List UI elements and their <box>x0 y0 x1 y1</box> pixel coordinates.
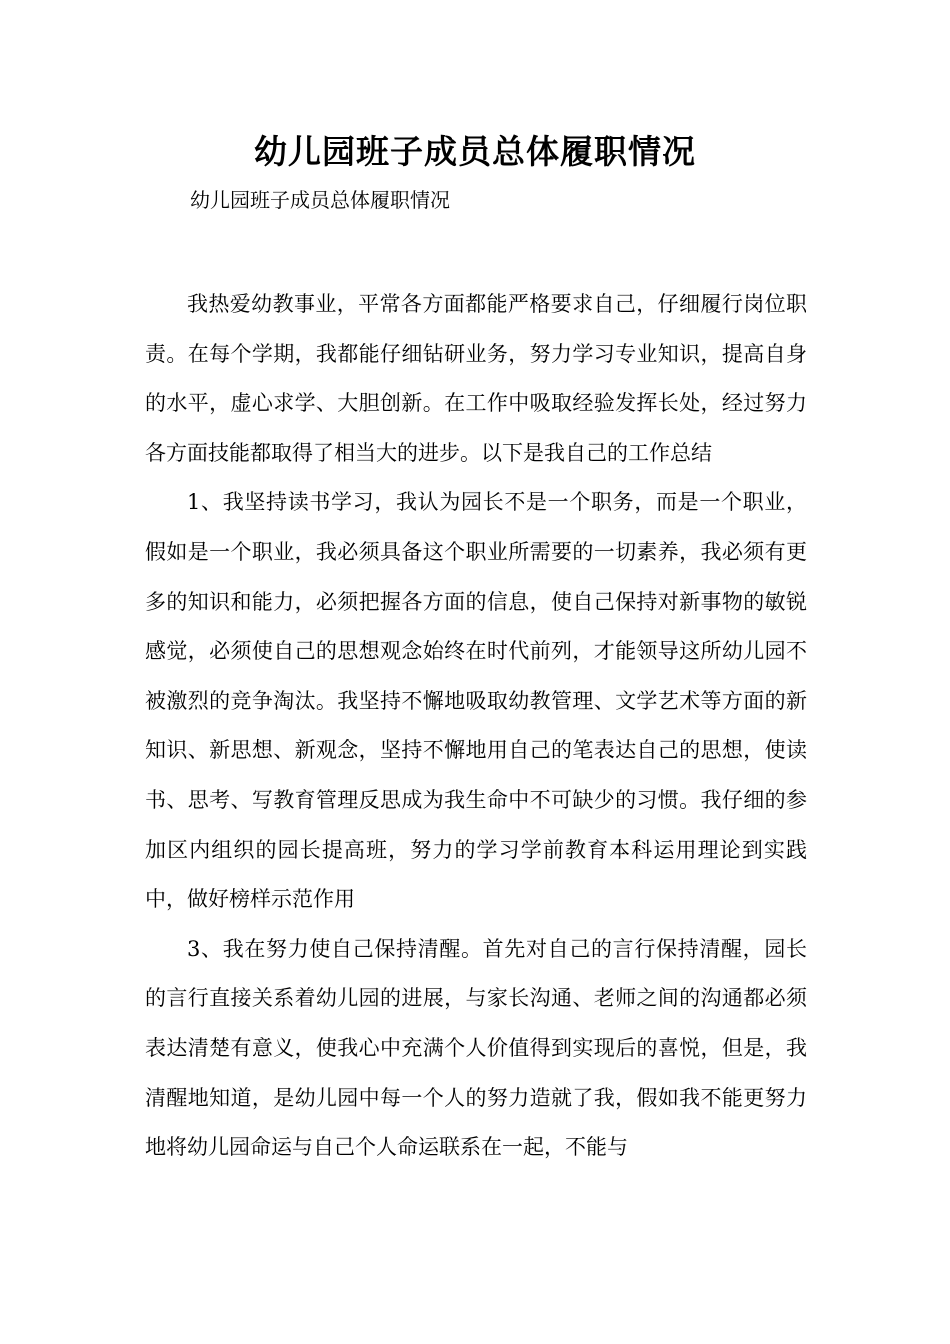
document-body <box>145 280 807 1173</box>
document-title: 幼儿园班子成员总体履职情况 <box>254 132 696 171</box>
paragraph-item-3: 3、我在努力使自己保持清醒。首先对自己的言行保持清醒，园长的言行直接关系着幼儿园的进展，与家长沟通、老师之间的沟通都必须表达清楚有意义，使我心中充满个人价值得到实现后的喜悦，但是，我清醒地知道，是幼儿园中每一个人的努力造就了我，假如我不能更努力地将幼儿园命运与自己个人命运联系在一起，不能与 <box>145 936 807 1160</box>
document-subtitle: 幼儿园班子成员总体履职情况 <box>190 188 450 212</box>
paragraph-item-1: 1、我坚持读书学习，我认为园长不是一个职务，而是一个职业，假如是一个职业，我必须具备这个职业所需要的一切素养，我必须有更多的知识和能力，必须把握各方面的信息，使自己保持对新事物的敏锐感觉，必须使自己的思想观念始终在时代前列，才能领导这所幼儿园不被激烈的竞争淘汰。我坚持不懈地吸取幼教管理、文学艺术等方面的新知识、新思想、新观念，坚持不懈地用自己的笔表达自己的思想，使读书、思考、写教育管理反思成为我生命中不可缺少的习惯。我仔细的参加区内组织的园长提高班，努力的学习学前教育本科运用理论到实践中，做好榜样示范作用 <box>145 490 807 912</box>
paragraph-intro: 我热爱幼教事业，平常各方面都能严格要求自己，仔细履行岗位职责。在每个学期，我都能仔细钻研业务，努力学习专业知识，提高自身的水平，虚心求学、大胆创新。在工作中吸取经验发挥长处，经过努力各方面技能都取得了相当大的进步。以下是我自己的工作总结 <box>145 292 807 465</box>
